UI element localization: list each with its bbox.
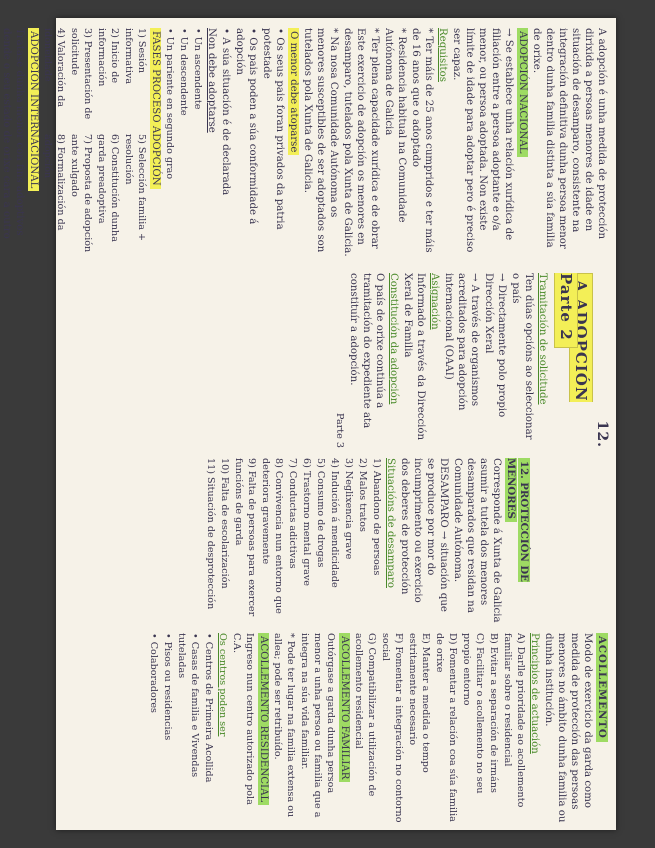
- tram-item-1: Ten dúas opcións ao seleccionar o país: [510, 273, 534, 440]
- sit-9: 9) Falta de persoas para exercer funcións de garda: [233, 458, 257, 617]
- page-number: 12.: [594, 420, 610, 448]
- notebook-page: [1, 18, 616, 830]
- requisito-1: * Ter máis de 25 anos cumpridos e ter máis de 16 anos que o adoptado: [410, 28, 434, 253]
- fase-5: 5) Selección familia + resolución: [123, 134, 147, 242]
- column-proteccion-menores: [203, 458, 608, 623]
- tramitacion-heading: Tramitación de solicitude: [537, 273, 548, 405]
- fase-7: 7) Proposta de adopción ante xulgado: [69, 134, 93, 253]
- principios-heading: Principios de actuación: [529, 633, 540, 754]
- menor-item-3: • A súa situación é de declarada: [220, 28, 231, 196]
- principio-b: B) Evitar a separación de irmáns: [488, 633, 499, 793]
- asignacion-heading: Asignación: [429, 273, 440, 330]
- fase-2: 2) Inicio de información: [96, 28, 120, 87]
- rotated-notes: [1, 18, 616, 830]
- principio-f: F) Fomentar a integración no contorno social: [380, 633, 404, 823]
- fase-6: 6) Constitución dunha garda preadoptiva: [96, 134, 120, 242]
- procedemento-text: Este exercicio de adopción os menores en desamparo, tutelados pola Xunta de Galicia.: [342, 28, 366, 257]
- sit-7: 7) Conductas adictivas: [287, 458, 298, 569]
- sit-2: 2) Malos tratos: [357, 458, 368, 532]
- principio-g: G) Compatibilizar a utilización de acollemento residencial: [353, 633, 377, 797]
- tram-item-3: → A través de organismos acreditados para adopción internacional (OAAI): [443, 273, 480, 411]
- adopcion-nacional-heading: ADOPCIÓN NACIONAL: [517, 28, 528, 157]
- menor-heading: O menor debe atoparse: [288, 28, 299, 155]
- principio-a: A) Darlle prioridade ao acollemento familiar sobre o residencial: [502, 633, 526, 808]
- menor-item-1: • Os seus pais foran privados da patria potestade: [261, 28, 285, 230]
- sit-10: 10) Falta de escolarización: [219, 458, 230, 589]
- fases-left: [40, 28, 148, 128]
- sit-11: 11) Situación de desprotección: [205, 458, 216, 610]
- non-adoptarse-heading: Non debe adoptarse: [206, 28, 217, 133]
- principio-e: E) Manter a medida o tempo estritamente necesario: [407, 633, 431, 773]
- sit-8: 8) Convivencia nun entorno que deteriora gravemente: [260, 458, 284, 614]
- acollemento-familiar-heading: ACOLLEMENTO FAMILIAR: [339, 633, 350, 782]
- fases-right: [40, 134, 148, 259]
- tram-item-2: → Directamente polo propio Dirección Xeral: [483, 273, 507, 418]
- sit-6: 6) Trastorno mental grave: [301, 458, 312, 586]
- sit-1: 1) Abandono de persoas: [371, 458, 382, 576]
- non-item-2: • Un descendente: [178, 28, 189, 116]
- column-acollemento: [146, 633, 608, 823]
- adopcion-internacional-heading: ADOPCIÓN INTERNACIONAL: [28, 28, 39, 191]
- acollemento-familiar-text: Outórgase a garda dunha persoa menor a unha persoa ou familia que a integra na súa vida familiar.: [299, 633, 336, 818]
- fases-lists: [40, 28, 148, 263]
- acollemento-residencial-text: Ingreso nun centro autorizado pola C.A.: [231, 633, 255, 805]
- acollemento-familiar-note: * Pode ter lugar na familia extensa ou allea; pode ser retribuído.: [272, 633, 296, 818]
- principio-c: C) Facilitar o acollemento no seu propio entorno: [461, 633, 485, 794]
- requisitos-heading: Requisitos: [437, 28, 448, 82]
- principio-d: D) Fomentar a relación coa súa familia de orixe: [434, 633, 458, 822]
- acollemento-heading: ACOLLEMENTO: [596, 633, 608, 742]
- centro-4: • Colaboradores: [148, 633, 159, 713]
- menor-item-2: • Os pais poden a súa conformidade á adopción: [234, 28, 258, 225]
- constitucion-text: O país de orixe continúa a tramitación do expediente ata constituír a adopción.: [348, 273, 385, 429]
- situacions-heading: Situacións de desamparo: [385, 458, 396, 588]
- requisito-2: * Residencia habitual na Comunidade Autónoma de Galicia: [383, 28, 407, 223]
- acollemento-residencial-heading: ACOLLEMENTO RESIDENCIAL: [258, 633, 269, 805]
- constitucion-heading: Constitución da adopción: [388, 273, 399, 405]
- fases-heading: FASES PROCESO ADOPCIÓN: [150, 28, 161, 189]
- column-tramitacion: [332, 273, 608, 448]
- part-3-label: Parte 3: [334, 412, 345, 448]
- centro-3: • Pisos ou residencias: [162, 633, 173, 741]
- adopcion-internacional-text: Tratase dunha menor con fins adoptivos dende o seu estado de orixe cara a outro: [1, 28, 25, 239]
- proteccion-heading: 12. PROTECCIÓN DE MENORES: [505, 458, 530, 582]
- non-item-1: • Un ascendente: [192, 28, 203, 110]
- sit-3: 3) Neglixencia grave: [343, 458, 354, 560]
- page-title: A ADOPCIÓN Parte 2: [554, 273, 593, 402]
- requisito-3: * Ter plena capacidade xurídica e de obrar: [369, 28, 380, 249]
- column-adopcion-nacional: [0, 28, 608, 263]
- fase-8: 8) Formalización da adopción: [42, 134, 66, 231]
- acollemento-text: Modo de exercicio da garda como medida de protección das persoas menores no ámbito dunha familia ou dunha institución.: [543, 633, 593, 823]
- nota-text: * Na nosa Comunidade Autónoma os menores susceptibles de ser adoptados son tutelados pola Xunta de Galicia.: [302, 28, 339, 253]
- centro-2: • Casas de familia e Vivendas tuteladas: [176, 633, 200, 778]
- centro-1: • Centros de Primeira Acollida: [203, 633, 214, 783]
- centros-heading: Os centros poden ser: [217, 633, 228, 737]
- asignacion-text: Informado a través da Dirección Xeral de Familia: [402, 273, 426, 441]
- non-item-3: • Un pariente en segundo grao: [164, 28, 175, 180]
- fase-4: 4) Valoración da idoneidade: [42, 28, 66, 108]
- fase-1: 1) Sesión informativa: [123, 28, 147, 85]
- proteccion-text: Corresponde á Xunta de Galicia asumir a tutela dos menores desamparados que residan na Comunidade Autónoma.: [452, 458, 502, 623]
- adopcion-nacional-text: → Se establece unha relación xurídica de filiación entre a persoa adoptante e o/a menor, ou persoa adoptada. Non existe límite de idade para adoptar pero é preciso ser capaz.: [451, 28, 514, 253]
- intro-text: A adopción é unha medida de protección dirixida a persoas menores de idade en situación de desamparo, consistente na integración definitiva dunha persoa menor dentro dunha familia distinta a súa familia de orixe.: [531, 28, 607, 249]
- sit-5: 5) Consumo de drogas: [315, 458, 326, 568]
- fase-3: 3) Presentación de solicitude: [69, 28, 93, 120]
- desamparo-text: DESAMPARO → situación que se produce por mor do incumprimento ou exercicio dos deberes de protección: [399, 458, 449, 612]
- sit-4: 4) Indución á mendicidade: [329, 458, 340, 588]
